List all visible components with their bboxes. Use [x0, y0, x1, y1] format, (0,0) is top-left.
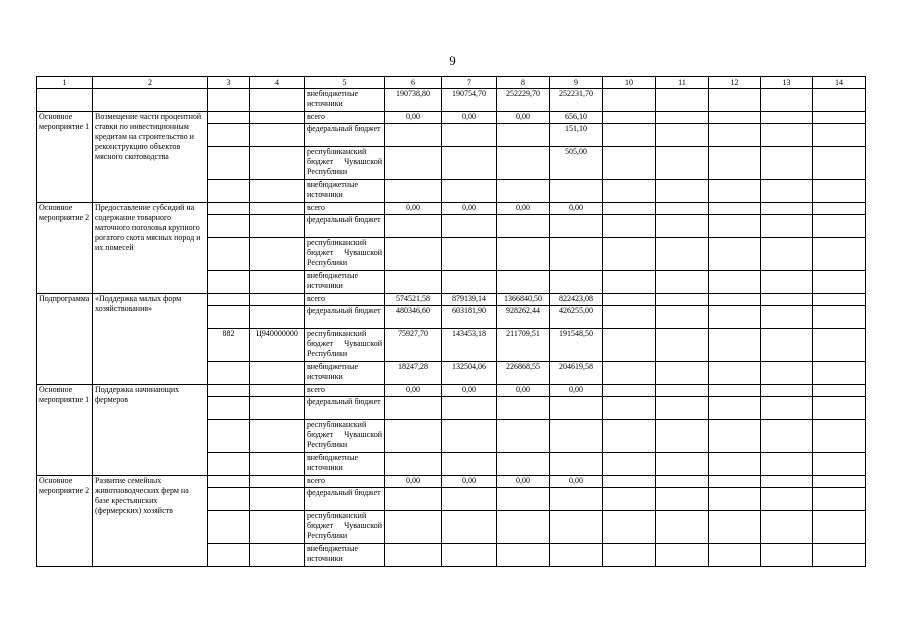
- table-cell: [761, 124, 813, 147]
- budget-code-cell: [250, 203, 305, 215]
- table-cell: [813, 89, 866, 112]
- value-cell: [550, 453, 603, 476]
- source-cell: республиканский бюджет Чувашской Республики: [305, 147, 385, 180]
- value-cell: [497, 180, 550, 203]
- table-cell: [709, 306, 761, 329]
- table-cell: [603, 385, 656, 397]
- budget-code-cell: [250, 544, 305, 567]
- value-cell: [442, 397, 497, 420]
- table-cell: [709, 294, 761, 306]
- table-cell: [709, 329, 761, 362]
- value-cell: [385, 397, 442, 420]
- value-cell: [550, 271, 603, 294]
- table-cell: [761, 147, 813, 180]
- source-cell: всего: [305, 294, 385, 306]
- table-cell: [813, 420, 866, 453]
- column-header: 2: [93, 77, 208, 89]
- budget-code-cell: [250, 180, 305, 203]
- measure-type-cell: Подпрограмма: [37, 294, 93, 385]
- budget-code-cell: [250, 112, 305, 124]
- value-cell: 656,10: [550, 112, 603, 124]
- value-cell: 480346,60: [385, 306, 442, 329]
- budget-code-cell: [250, 511, 305, 544]
- table-cell: [709, 488, 761, 511]
- value-cell: 0,00: [442, 112, 497, 124]
- budget-code-cell: [250, 453, 305, 476]
- column-header: 1: [37, 77, 93, 89]
- budget-code-cell: [250, 271, 305, 294]
- table-row: [37, 294, 866, 306]
- value-cell: 0,00: [497, 476, 550, 488]
- source-cell: внебюджетные источники: [305, 362, 385, 385]
- table-cell: [93, 89, 208, 112]
- table-cell: [603, 453, 656, 476]
- source-cell: всего: [305, 112, 385, 124]
- admin-code-cell: [208, 544, 250, 567]
- value-cell: [385, 124, 442, 147]
- table-cell: [603, 180, 656, 203]
- admin-code-cell: [208, 238, 250, 271]
- value-cell: 0,00: [385, 385, 442, 397]
- table-cell: [603, 420, 656, 453]
- table-cell: [656, 147, 709, 180]
- table-cell: [709, 238, 761, 271]
- table-cell: [37, 89, 93, 112]
- table-cell: [813, 476, 866, 488]
- source-cell: внебюджетные источники: [305, 544, 385, 567]
- value-cell: 191548,50: [550, 329, 603, 362]
- table-cell: [656, 215, 709, 238]
- column-header: 5: [305, 77, 385, 89]
- table-cell: [813, 180, 866, 203]
- measure-type-cell: Основное мероприятие 2: [37, 203, 93, 294]
- table-cell: [813, 215, 866, 238]
- table-cell: [813, 511, 866, 544]
- table-cell: [761, 511, 813, 544]
- table-cell: [603, 306, 656, 329]
- table-cell: [761, 385, 813, 397]
- value-cell: 0,00: [385, 476, 442, 488]
- value-cell: [442, 271, 497, 294]
- column-header: 6: [385, 77, 442, 89]
- value-cell: 0,00: [550, 476, 603, 488]
- source-cell: республиканский бюджет Чувашской Республики: [305, 511, 385, 544]
- value-cell: 822423,08: [550, 294, 603, 306]
- budget-code-cell: Ц940000000: [250, 329, 305, 362]
- table-cell: [656, 238, 709, 271]
- budget-code-cell: [250, 306, 305, 329]
- table-body: [37, 77, 866, 567]
- value-cell: 18247,28: [385, 362, 442, 385]
- value-cell: 505,00: [550, 147, 603, 180]
- table-cell: [709, 453, 761, 476]
- value-cell: [385, 238, 442, 271]
- table-cell: [813, 488, 866, 511]
- admin-code-cell: [208, 180, 250, 203]
- table-cell: [709, 203, 761, 215]
- table-cell: [656, 476, 709, 488]
- value-cell: [385, 420, 442, 453]
- value-cell: [497, 453, 550, 476]
- column-header: 14: [813, 77, 866, 89]
- table-cell: [761, 544, 813, 567]
- table-cell: [603, 203, 656, 215]
- table-cell: [603, 215, 656, 238]
- table-cell: [603, 271, 656, 294]
- measure-type-cell: Основное мероприятие 1: [37, 385, 93, 476]
- source-cell: всего: [305, 203, 385, 215]
- value-cell: [550, 397, 603, 420]
- table-row: [37, 203, 866, 215]
- table-cell: [709, 215, 761, 238]
- admin-code-cell: [208, 112, 250, 124]
- table-cell: [813, 385, 866, 397]
- value-cell: [442, 215, 497, 238]
- value-cell: 0,00: [442, 476, 497, 488]
- table-cell: [603, 362, 656, 385]
- table-cell: [813, 306, 866, 329]
- admin-code-cell: [208, 476, 250, 488]
- table-cell: [656, 203, 709, 215]
- source-cell: республиканский бюджет Чувашской Республики: [305, 420, 385, 453]
- table-cell: [813, 271, 866, 294]
- measure-description-cell: Возмещение части процентной ставки по инвестиционным кредитам на строительство и реконструкцию объектов мясного скотоводства: [93, 112, 208, 203]
- source-cell: внебюджетные источники: [305, 271, 385, 294]
- value-cell: 0,00: [385, 203, 442, 215]
- value-cell: [550, 511, 603, 544]
- value-cell: 0,00: [550, 203, 603, 215]
- value-cell: 190738,80: [385, 89, 442, 112]
- table-cell: [603, 329, 656, 362]
- value-cell: [442, 511, 497, 544]
- table-cell: [603, 476, 656, 488]
- page-number: 9: [449, 53, 456, 68]
- admin-code-cell: [208, 124, 250, 147]
- source-cell: всего: [305, 385, 385, 397]
- table-cell: [709, 511, 761, 544]
- table-cell: [813, 294, 866, 306]
- admin-code-cell: [208, 271, 250, 294]
- measure-type-cell: Основное мероприятие 2: [37, 476, 93, 567]
- value-cell: [442, 124, 497, 147]
- value-cell: 603181,90: [442, 306, 497, 329]
- table-cell: [603, 294, 656, 306]
- admin-code-cell: [208, 362, 250, 385]
- budget-code-cell: [250, 294, 305, 306]
- table-cell: [761, 294, 813, 306]
- table-cell: [761, 180, 813, 203]
- table-cell: [761, 397, 813, 420]
- value-cell: [550, 180, 603, 203]
- value-cell: 151,10: [550, 124, 603, 147]
- table-cell: [761, 215, 813, 238]
- value-cell: 204619,58: [550, 362, 603, 385]
- source-cell: внебюджетные источники: [305, 89, 385, 112]
- table-cell: [761, 112, 813, 124]
- table-cell: [709, 180, 761, 203]
- value-cell: 143453,18: [442, 329, 497, 362]
- measure-description-cell: Поддержка начинающих фермеров: [93, 385, 208, 476]
- source-cell: федеральный бюджет: [305, 306, 385, 329]
- table-cell: [813, 544, 866, 567]
- table-cell: [813, 362, 866, 385]
- value-cell: [550, 215, 603, 238]
- table-cell: [656, 488, 709, 511]
- value-cell: 0,00: [497, 385, 550, 397]
- value-cell: 0,00: [550, 385, 603, 397]
- value-cell: 211709,51: [497, 329, 550, 362]
- value-cell: [497, 488, 550, 511]
- source-cell: федеральный бюджет: [305, 124, 385, 147]
- value-cell: [442, 180, 497, 203]
- table-cell: [761, 453, 813, 476]
- value-cell: [385, 488, 442, 511]
- admin-code-cell: [208, 397, 250, 420]
- value-cell: [442, 420, 497, 453]
- admin-code-cell: [208, 294, 250, 306]
- measure-description-cell: «Поддержка малых форм хозяйствования»: [93, 294, 208, 385]
- value-cell: [442, 238, 497, 271]
- value-cell: [442, 147, 497, 180]
- source-cell: внебюджетные источники: [305, 180, 385, 203]
- table-cell: [656, 89, 709, 112]
- column-header: 7: [442, 77, 497, 89]
- table-cell: [603, 488, 656, 511]
- value-cell: [385, 453, 442, 476]
- table-cell: [709, 271, 761, 294]
- value-cell: [442, 453, 497, 476]
- budget-code-cell: [250, 476, 305, 488]
- table-cell: [813, 203, 866, 215]
- table-cell: [656, 306, 709, 329]
- value-cell: [442, 488, 497, 511]
- value-cell: 252231,70: [550, 89, 603, 112]
- table-cell: [656, 420, 709, 453]
- value-cell: [497, 397, 550, 420]
- table-cell: [761, 203, 813, 215]
- value-cell: 0,00: [497, 112, 550, 124]
- table-cell: [709, 420, 761, 453]
- budget-code-cell: [250, 147, 305, 180]
- table-row: [37, 385, 866, 397]
- table-cell: [603, 238, 656, 271]
- table-cell: [761, 238, 813, 271]
- value-cell: [497, 511, 550, 544]
- table-row: [37, 89, 866, 112]
- table-cell: [603, 544, 656, 567]
- value-cell: [497, 238, 550, 271]
- table-cell: [709, 147, 761, 180]
- value-cell: [550, 238, 603, 271]
- value-cell: 574521,58: [385, 294, 442, 306]
- value-cell: 879139,14: [442, 294, 497, 306]
- table-cell: [603, 397, 656, 420]
- admin-code-cell: [208, 306, 250, 329]
- value-cell: 426255,00: [550, 306, 603, 329]
- table-cell: [761, 329, 813, 362]
- value-cell: 190754,70: [442, 89, 497, 112]
- column-header: 4: [250, 77, 305, 89]
- admin-code-cell: [208, 453, 250, 476]
- measure-type-cell: Основное мероприятие 1: [37, 112, 93, 203]
- source-cell: федеральный бюджет: [305, 215, 385, 238]
- header-row: [37, 77, 866, 89]
- source-cell: внебюджетные источники: [305, 453, 385, 476]
- table-cell: [761, 306, 813, 329]
- value-cell: 928262,44: [497, 306, 550, 329]
- budget-code-cell: [250, 420, 305, 453]
- table-cell: [656, 362, 709, 385]
- table-row: [37, 476, 866, 488]
- table-cell: [656, 397, 709, 420]
- table-cell: [709, 124, 761, 147]
- table-cell: [709, 544, 761, 567]
- value-cell: 75927,70: [385, 329, 442, 362]
- table-cell: [813, 124, 866, 147]
- value-cell: [550, 544, 603, 567]
- budget-code-cell: [250, 385, 305, 397]
- value-cell: [385, 271, 442, 294]
- table-cell: [813, 147, 866, 180]
- table-cell: [250, 89, 305, 112]
- budget-code-cell: [250, 215, 305, 238]
- value-cell: [497, 124, 550, 147]
- value-cell: 1366840,50: [497, 294, 550, 306]
- table-cell: [709, 385, 761, 397]
- table-cell: [761, 488, 813, 511]
- value-cell: [385, 180, 442, 203]
- value-cell: 0,00: [442, 203, 497, 215]
- value-cell: [497, 271, 550, 294]
- budget-code-cell: [250, 124, 305, 147]
- value-cell: [497, 544, 550, 567]
- table-cell: [813, 112, 866, 124]
- value-cell: [385, 147, 442, 180]
- admin-code-cell: [208, 420, 250, 453]
- table-cell: [761, 89, 813, 112]
- column-header: 9: [550, 77, 603, 89]
- measure-description-cell: Предоставление субсидий на содержание товарного маточного поголовья крупного рогатого скота мясных пород и их помесей: [93, 203, 208, 294]
- table-cell: [656, 180, 709, 203]
- table-cell: [761, 476, 813, 488]
- table-row: [37, 112, 866, 124]
- table-cell: [709, 476, 761, 488]
- table-cell: [709, 397, 761, 420]
- source-cell: федеральный бюджет: [305, 397, 385, 420]
- table-cell: [709, 362, 761, 385]
- budget-code-cell: [250, 488, 305, 511]
- table-cell: [656, 271, 709, 294]
- table-cell: [656, 385, 709, 397]
- value-cell: 0,00: [385, 112, 442, 124]
- table-cell: [813, 329, 866, 362]
- value-cell: [385, 544, 442, 567]
- table-cell: [656, 294, 709, 306]
- table-cell: [761, 420, 813, 453]
- value-cell: [497, 420, 550, 453]
- financing-table: [36, 76, 866, 567]
- value-cell: [385, 215, 442, 238]
- table-cell: [603, 112, 656, 124]
- budget-code-cell: [250, 397, 305, 420]
- table-cell: [761, 271, 813, 294]
- column-header: 12: [709, 77, 761, 89]
- table-cell: [603, 89, 656, 112]
- table-cell: [208, 89, 250, 112]
- table-cell: [603, 147, 656, 180]
- value-cell: [550, 488, 603, 511]
- table-cell: [603, 511, 656, 544]
- table-cell: [813, 238, 866, 271]
- column-header: 8: [497, 77, 550, 89]
- admin-code-cell: [208, 511, 250, 544]
- table-cell: [656, 329, 709, 362]
- measure-description-cell: Развитие семейных животноводческих ферм на базе крестьянских (фермерских) хозяйств: [93, 476, 208, 567]
- admin-code-cell: [208, 203, 250, 215]
- table-cell: [709, 89, 761, 112]
- source-cell: федеральный бюджет: [305, 488, 385, 511]
- source-cell: республиканский бюджет Чувашской Республики: [305, 238, 385, 271]
- admin-code-cell: [208, 215, 250, 238]
- value-cell: 0,00: [497, 203, 550, 215]
- column-header: 13: [761, 77, 813, 89]
- value-cell: [550, 420, 603, 453]
- budget-code-cell: [250, 238, 305, 271]
- admin-code-cell: 882: [208, 329, 250, 362]
- budget-code-cell: [250, 362, 305, 385]
- admin-code-cell: [208, 488, 250, 511]
- column-header: 3: [208, 77, 250, 89]
- column-header: 11: [656, 77, 709, 89]
- admin-code-cell: [208, 385, 250, 397]
- table-cell: [656, 511, 709, 544]
- table-cell: [603, 124, 656, 147]
- source-cell: всего: [305, 476, 385, 488]
- table-cell: [813, 397, 866, 420]
- table-cell: [709, 112, 761, 124]
- value-cell: [442, 544, 497, 567]
- value-cell: [385, 511, 442, 544]
- table-cell: [656, 453, 709, 476]
- value-cell: 252229,70: [497, 89, 550, 112]
- value-cell: [497, 215, 550, 238]
- value-cell: 132504,06: [442, 362, 497, 385]
- table-cell: [761, 362, 813, 385]
- value-cell: 226868,55: [497, 362, 550, 385]
- table-cell: [656, 112, 709, 124]
- source-cell: республиканский бюджет Чувашской Республики: [305, 329, 385, 362]
- admin-code-cell: [208, 147, 250, 180]
- table-cell: [656, 124, 709, 147]
- table-cell: [813, 453, 866, 476]
- table-cell: [656, 544, 709, 567]
- value-cell: 0,00: [442, 385, 497, 397]
- value-cell: [497, 147, 550, 180]
- column-header: 10: [603, 77, 656, 89]
